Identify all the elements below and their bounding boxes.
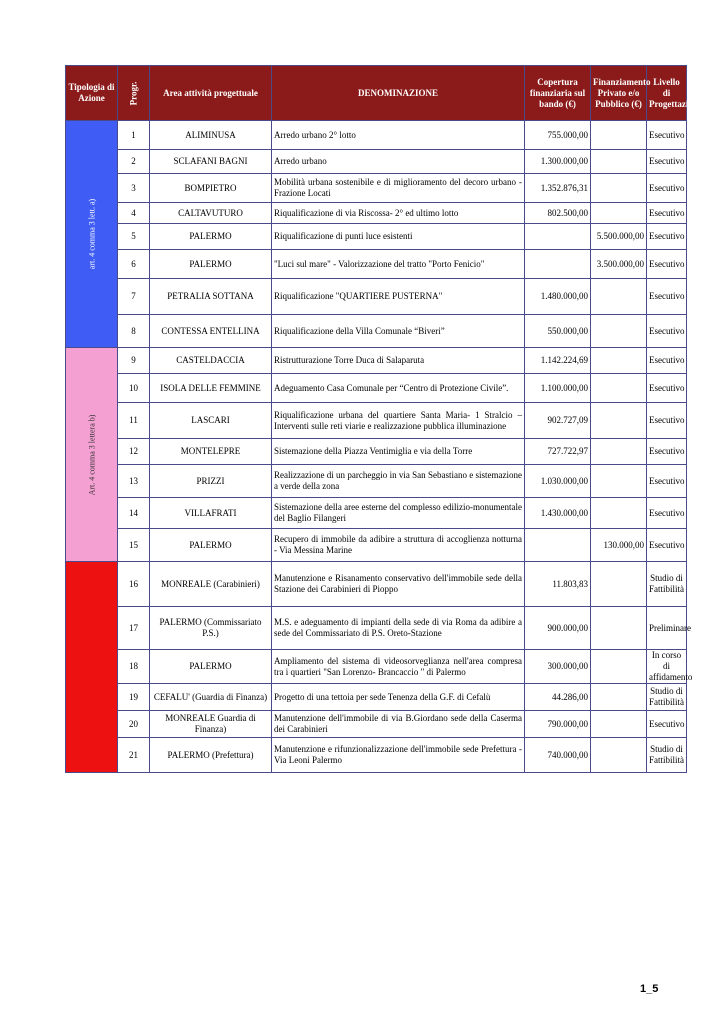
table-row <box>66 562 687 607</box>
row-finanziamento <box>591 348 647 374</box>
row-denominazione: Riqualificazione "QUARTIERE PUSTERNA" <box>272 279 525 315</box>
row-copertura: 1.030.000,00 <box>525 465 591 498</box>
header-tipologia: Tipologia di Azione <box>66 66 118 121</box>
row-livello: In corso di affidamento <box>647 650 687 684</box>
row-livello: Esecutivo <box>647 711 687 738</box>
table-header-row <box>66 66 687 121</box>
row-finanziamento: 5.500.000,00 <box>591 224 647 250</box>
page-number: 1_5 <box>640 983 659 995</box>
row-denominazione: Riqualificazione della Villa Comunale “Biveri” <box>272 315 525 348</box>
header-finanziamento: Finanziamento Privato e/o Pubblico (€) <box>591 66 647 121</box>
row-area: SCLAFANI BAGNI <box>150 150 272 174</box>
row-copertura: 1.142.224,69 <box>525 348 591 374</box>
row-number: 5 <box>118 224 150 250</box>
row-finanziamento <box>591 374 647 403</box>
row-number: 19 <box>118 684 150 711</box>
row-finanziamento: 130.000,00 <box>591 529 647 562</box>
row-area: CALTAVUTURO <box>150 203 272 224</box>
row-area: VILLAFRATI <box>150 498 272 529</box>
row-copertura: 1.480.000,00 <box>525 279 591 315</box>
table-row <box>66 174 687 203</box>
row-number: 2 <box>118 150 150 174</box>
row-finanziamento <box>591 315 647 348</box>
row-area: CASTELDACCIA <box>150 348 272 374</box>
row-number: 18 <box>118 650 150 684</box>
row-livello: Esecutivo <box>647 348 687 374</box>
row-finanziamento <box>591 121 647 150</box>
row-area: MONREALE (Carabinieri) <box>150 562 272 607</box>
row-denominazione: Riqualificazione urbana del quartiere Santa Maria- 1 Stralcio – Interventi sulle reti viarie e realizzazione pubblica illuminazione <box>272 403 525 439</box>
row-finanziamento <box>591 711 647 738</box>
row-denominazione: M.S. e adeguamento di impianti della sede di via Roma da adibire a sede del Commissariato di P.S. Oreto-Stazione <box>272 607 525 650</box>
row-area: PETRALIA SOTTANA <box>150 279 272 315</box>
row-copertura: 300.000,00 <box>525 650 591 684</box>
row-denominazione: "Luci sul mare" - Valorizzazione del tratto "Porto Fenicio" <box>272 250 525 279</box>
row-finanziamento <box>591 203 647 224</box>
row-copertura: 1.300.000,00 <box>525 150 591 174</box>
row-finanziamento <box>591 150 647 174</box>
table-body <box>66 121 693 773</box>
row-denominazione: Sistemazione della Piazza Ventimiglia e via della Torre <box>272 439 525 465</box>
table-row <box>66 374 687 403</box>
row-finanziamento <box>591 465 647 498</box>
table-row <box>66 315 687 348</box>
row-area: MONTELEPRE <box>150 439 272 465</box>
row-finanziamento <box>591 439 647 465</box>
table-row <box>66 465 687 498</box>
row-copertura: 1.100.000,00 <box>525 374 591 403</box>
row-finanziamento <box>591 403 647 439</box>
row-copertura: 550.000,00 <box>525 315 591 348</box>
row-copertura: 802.500,00 <box>525 203 591 224</box>
row-area: CONTESSA ENTELLINA <box>150 315 272 348</box>
row-denominazione: Mobilità urbana sostenibile e di miglioramento del decoro urbano - Frazione Locati <box>272 174 525 203</box>
row-livello: Esecutivo <box>647 203 687 224</box>
row-area: CEFALU' (Guardia di Finanza) <box>150 684 272 711</box>
row-copertura: 1.430.000,00 <box>525 498 591 529</box>
row-livello: Esecutivo <box>647 403 687 439</box>
table-row <box>66 250 687 279</box>
row-denominazione: Manutenzione e rifunzionalizzazione dell'immobile sede Prefettura - Via Leoni Palermo <box>272 738 525 773</box>
row-denominazione: Riqualificazione di via Riscossa- 2° ed ultimo lotto <box>272 203 525 224</box>
table-row <box>66 403 687 439</box>
row-copertura: 1.352.876,31 <box>525 174 591 203</box>
row-denominazione: Recupero di immobile da adibire a struttura di accoglienza notturna - Via Messina Marine <box>272 529 525 562</box>
header-progr-label: Progr. <box>128 81 138 105</box>
row-denominazione: Riqualificazione di punti luce esistenti <box>272 224 525 250</box>
row-area: LASCARI <box>150 403 272 439</box>
row-number: 9 <box>118 348 150 374</box>
row-number: 17 <box>118 607 150 650</box>
row-area: MONREALE Guardia di Finanza) <box>150 711 272 738</box>
row-copertura <box>525 529 591 562</box>
row-finanziamento <box>591 498 647 529</box>
group-label-b: Art. 4 comma 3 lettera b) <box>87 414 96 495</box>
group-cell-a <box>66 121 118 348</box>
row-area: ALIMINUSA <box>150 121 272 150</box>
row-finanziamento <box>591 738 647 773</box>
row-number: 16 <box>118 562 150 607</box>
row-area: PALERMO <box>150 650 272 684</box>
row-number: 3 <box>118 174 150 203</box>
row-livello: Esecutivo <box>647 250 687 279</box>
row-denominazione: Adeguamento Casa Comunale per “Centro di Protezione Civile”. <box>272 374 525 403</box>
row-copertura: 11.803,83 <box>525 562 591 607</box>
row-number: 8 <box>118 315 150 348</box>
group-label-a: art. 4 comma 3 lett. a) <box>87 198 96 270</box>
table-row <box>66 150 687 174</box>
row-denominazione: Progetto di una tettoia per sede Tenenza della G.F. di Cefalù <box>272 684 525 711</box>
row-livello: Esecutivo <box>647 279 687 315</box>
table-row <box>66 684 687 711</box>
row-livello: Esecutivo <box>647 374 687 403</box>
row-finanziamento <box>591 562 647 607</box>
row-livello: Esecutivo <box>647 498 687 529</box>
projects-table <box>65 65 702 773</box>
row-number: 1 <box>118 121 150 150</box>
row-copertura: 755.000,00 <box>525 121 591 150</box>
table-row <box>66 348 687 374</box>
header-denominazione: DENOMINAZIONE <box>272 66 525 121</box>
row-number: 21 <box>118 738 150 773</box>
row-copertura: 790.000,00 <box>525 711 591 738</box>
row-livello: Esecutivo <box>647 150 687 174</box>
table-row <box>66 224 687 250</box>
table-row <box>66 711 687 738</box>
row-livello: Esecutivo <box>647 529 687 562</box>
row-number: 14 <box>118 498 150 529</box>
row-copertura: 900.000,00 <box>525 607 591 650</box>
row-livello: Esecutivo <box>647 224 687 250</box>
row-copertura: 902.727,09 <box>525 403 591 439</box>
row-area: PALERMO (Commissariato P.S.) <box>150 607 272 650</box>
group-cell-b <box>66 348 118 562</box>
row-finanziamento <box>591 279 647 315</box>
row-number: 15 <box>118 529 150 562</box>
row-livello: Studio di Fattibilità <box>647 562 687 607</box>
row-area: PALERMO <box>150 250 272 279</box>
header-copertura: Copertura finanziaria sul bando (€) <box>525 66 591 121</box>
row-number: 10 <box>118 374 150 403</box>
row-area: PRIZZI <box>150 465 272 498</box>
row-number: 7 <box>118 279 150 315</box>
row-number: 20 <box>118 711 150 738</box>
row-denominazione: Ristrutturazione Torre Duca di Salaparuta <box>272 348 525 374</box>
table-row <box>66 607 687 650</box>
row-livello: Esecutivo <box>647 174 687 203</box>
table-row <box>66 279 687 315</box>
table-row <box>66 203 687 224</box>
row-finanziamento <box>591 650 647 684</box>
row-finanziamento <box>591 684 647 711</box>
table-row <box>66 650 687 684</box>
row-livello: Esecutivo <box>647 439 687 465</box>
row-number: 4 <box>118 203 150 224</box>
row-denominazione: Realizzazione di un parcheggio in via San Sebastiano e sistemazione a verde della zona <box>272 465 525 498</box>
table-row <box>66 498 687 529</box>
group-cell-c <box>66 562 118 773</box>
row-livello: Studio di Fattibilità <box>647 684 687 711</box>
row-area: PALERMO <box>150 529 272 562</box>
table-row <box>66 529 687 562</box>
row-denominazione: Manutenzione dell'immobile di via B.Giordano sede della Caserma dei Carabinieri <box>272 711 525 738</box>
header-livello: Livello di Progettazione <box>647 66 687 121</box>
row-number: 12 <box>118 439 150 465</box>
row-livello: Preliminare <box>647 607 687 650</box>
row-copertura <box>525 250 591 279</box>
row-livello: Esecutivo <box>647 121 687 150</box>
row-copertura <box>525 224 591 250</box>
row-area: ISOLA DELLE FEMMINE <box>150 374 272 403</box>
row-copertura: 727.722,97 <box>525 439 591 465</box>
row-area: PALERMO (Prefettura) <box>150 738 272 773</box>
row-copertura: 740.000,00 <box>525 738 591 773</box>
row-denominazione: Arredo urbano <box>272 150 525 174</box>
table-row <box>66 121 687 150</box>
header-progr <box>118 66 150 121</box>
row-area: BOMPIETRO <box>150 174 272 203</box>
row-denominazione: Manutenzione e Risanamento conservativo dell'immobile sede della Stazione dei Carabinieri di Pioppo <box>272 562 525 607</box>
row-finanziamento <box>591 607 647 650</box>
row-number: 6 <box>118 250 150 279</box>
row-copertura: 44.286,00 <box>525 684 591 711</box>
row-denominazione: Arredo urbano 2° lotto <box>272 121 525 150</box>
row-livello: Esecutivo <box>647 315 687 348</box>
row-number: 13 <box>118 465 150 498</box>
row-finanziamento <box>591 174 647 203</box>
row-finanziamento: 3.500.000,00 <box>591 250 647 279</box>
table-row <box>66 738 687 773</box>
table-row <box>66 439 687 465</box>
row-area: PALERMO <box>150 224 272 250</box>
row-denominazione: Sistemazione della aree esterne del complesso edilizio-monumentale del Baglio Filangeri <box>272 498 525 529</box>
row-number: 11 <box>118 403 150 439</box>
row-denominazione: Ampliamento del sistema di videosorveglianza nell'area compresa tra i quartieri "San Lorenzo- Brancaccio " di Palermo <box>272 650 525 684</box>
row-livello: Studio di Fattibilità <box>647 738 687 773</box>
row-livello: Esecutivo <box>647 465 687 498</box>
header-area: Area attività progettuale <box>150 66 272 121</box>
